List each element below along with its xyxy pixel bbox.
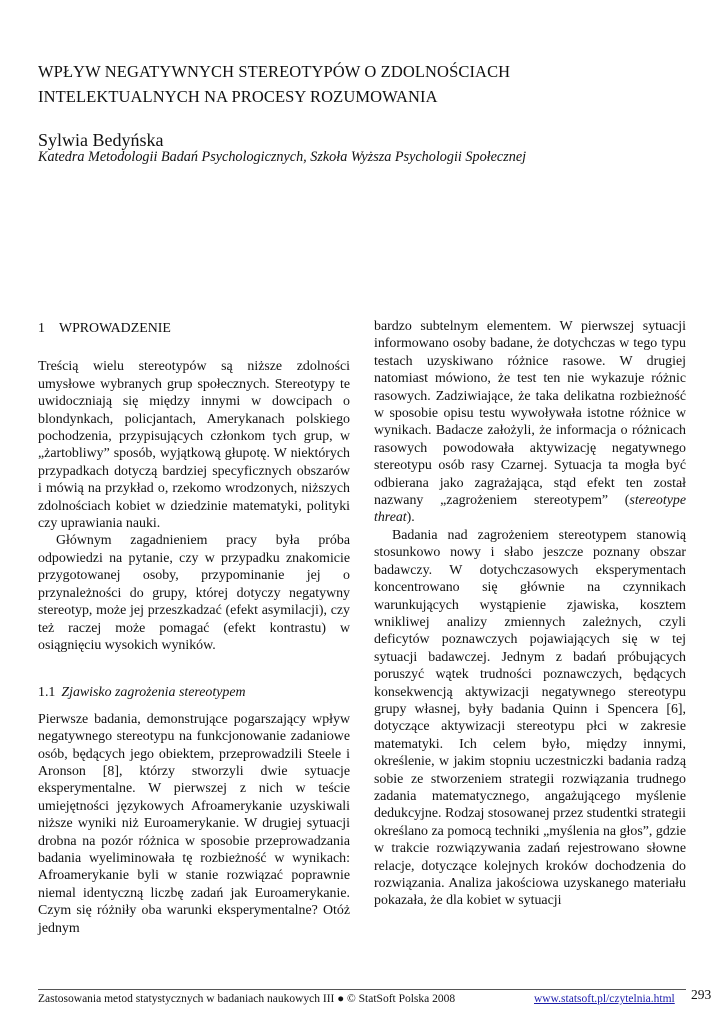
continued-text-end: ). [406, 510, 415, 526]
section-heading [38, 320, 350, 337]
subsection-number: 1.1 [38, 685, 56, 701]
right-column [374, 318, 686, 910]
title-line-1: WPŁYW NEGATYWNYCH STEREOTYPÓW O ZDOLNOŚCIACH [38, 62, 511, 81]
intro-paragraph-2: Głównym zagadnieniem pracy była próba odpowiedzi na pytanie, czy w przypadku znakomicie przygotowanej osoby, przypominanie jej o przynależności do grupy, której dotyczy negatywny stereotyp, może jej przeszkadzać (efekt asymilacji), czy też raczej może pomagać (efekt kontrastu) w osiągnięciu wysokich wyników. [38, 533, 350, 653]
subsection-paragraph-1: Pierwsze badania, demonstrujące pogarszający wpływ negatywnego stereotypu na funkcjonowanie zadaniowe osób, będących jego obiektem, przeprowadzili Steele i Aronson [8], którzy stworzyli dwie sytuacje eksperymentalne. W pierwszej z nich w teście umiejętności językowych Afroamerykanie uzyskiwali niższe wyniki niż Euroamerykanie. W drugiej sytuacji drobna na pozór różnica w sposobie przeprowadzania badania wyeliminowała tę rozbieżność w wynikach: Afroamerykanie byli w stanie rozwiązać poprawnie niemal identyczną liczbę zadań jak Euroamerykanie. Czym się różniły oba warunki eksperymentalne? Otóż jednym [38, 711, 350, 936]
paper-title [38, 59, 688, 109]
page-number: 293 [691, 987, 712, 1002]
section-title: WPROWADZENIE [58, 321, 171, 336]
left-column [38, 318, 350, 937]
subsection-title: Zjawisko zagrożenia stereotypem [61, 685, 246, 701]
section-number: 1 [38, 321, 45, 336]
author-name: Sylwia Bedyńska [38, 130, 164, 150]
intro-paragraph-1: Treścią wielu stereotypów są niższe zdolności umysłowe wybranych grup społecznych. Stereotypy te uwidoczniają się między innymi w dowcipach o blondynkach, policjantach, Amerykanach polskiego pochodzenia, przypisujących członkom tych grup, w „żartobliwy” sposób, wyjątkową głupotę. W niektórych przypadkach dotyczą bardziej specyficznych obszarów i mówią na przykład o, rzekomo wrodzonych, niższych zdolnościach kobiet w dziedzinie matematyki, polityki czy uprawiania nauki. [38, 359, 350, 532]
footer-website-link[interactable]: www.statsoft.pl/czytelnia.html [534, 993, 675, 1005]
author-affiliation: Katedra Metodologii Badań Psychologicznych, Szkoła Wyższa Psychologii Społecznej [38, 149, 527, 165]
footer-citation: Zastosowania metod statystycznych w badaniach naukowych III ● © StatSoft Polska 2008 [38, 993, 456, 1005]
title-line-2: INTELEKTUALNYCH NA PROCESY ROZUMOWANIA [38, 87, 438, 106]
subsection-paragraph-1-continued [374, 318, 686, 527]
stereotype-threat-term: stereotype threat [374, 493, 686, 526]
footer-divider [38, 989, 686, 990]
continued-text: bardzo subtelnym elementem. W pierwszej sytuacji informowano osoby badane, że dotychczas w tego typu testach uzyskiwano różnice rasowe. W drugiej natomiast mówiono, że test ten nie wykazuje różnic rasowych. Zadziwiające, że taka delikatna rozbieżność w sposobie opisu testu wywoływała istotne różnice w wynikach. Badacze założyli, że informacja o różnicach rasowych powodowała aktywizację negatywnego stereotypu osób rasy Czarnej. Sytuacja ta mogła być odbierana jako zagrażająca, stąd efekt ten został nazwany „zagrożeniem stereotypem” ( [374, 319, 686, 509]
subsection-heading [38, 684, 350, 701]
subsection-paragraph-2: Badania nad zagrożeniem stereotypem stanowią stosunkowo nowy i słabo jeszcze poznany obszar badawczy. W dotychczasowych eksperymentach koncentrowano się głównie na czynnikach warunkujących wystąpienie zjawiska, kosztem wnikliwej analizy zmiennych zależnych, czyli deficytów poznawczych pojawiających się w tej sytuacji badawczej. Jednym z badań próbujących poruszyć wątek trudności poznawczych, będących konsekwencją aktywizacji negatywnego stereotypu grupy własnej, były badania Quinn i Spencera [6], dotyczące aktywizacji stereotypu płci w zakresie matematyki. Ich celem było, między innymi, określenie, w jakim stopniu uczestniczki badania radzą sobie ze stworzeniem strategii rozwiązania trudnego zadania matematycznego, angażującego myślenie dedukcyjne. Rodzaj stosowanej przez studentki strategii określano za pomocą techniki „myślenia na głos”, gdzie w trakcie rozwiązywania zadań rejestrowano słowne relacje, dotyczące kolejnych kroków dochodzenia do rozwiązania. Analiza jakościowa uzyskanego materiału pokazała, że dla kobiet w sytuacji [374, 527, 686, 909]
